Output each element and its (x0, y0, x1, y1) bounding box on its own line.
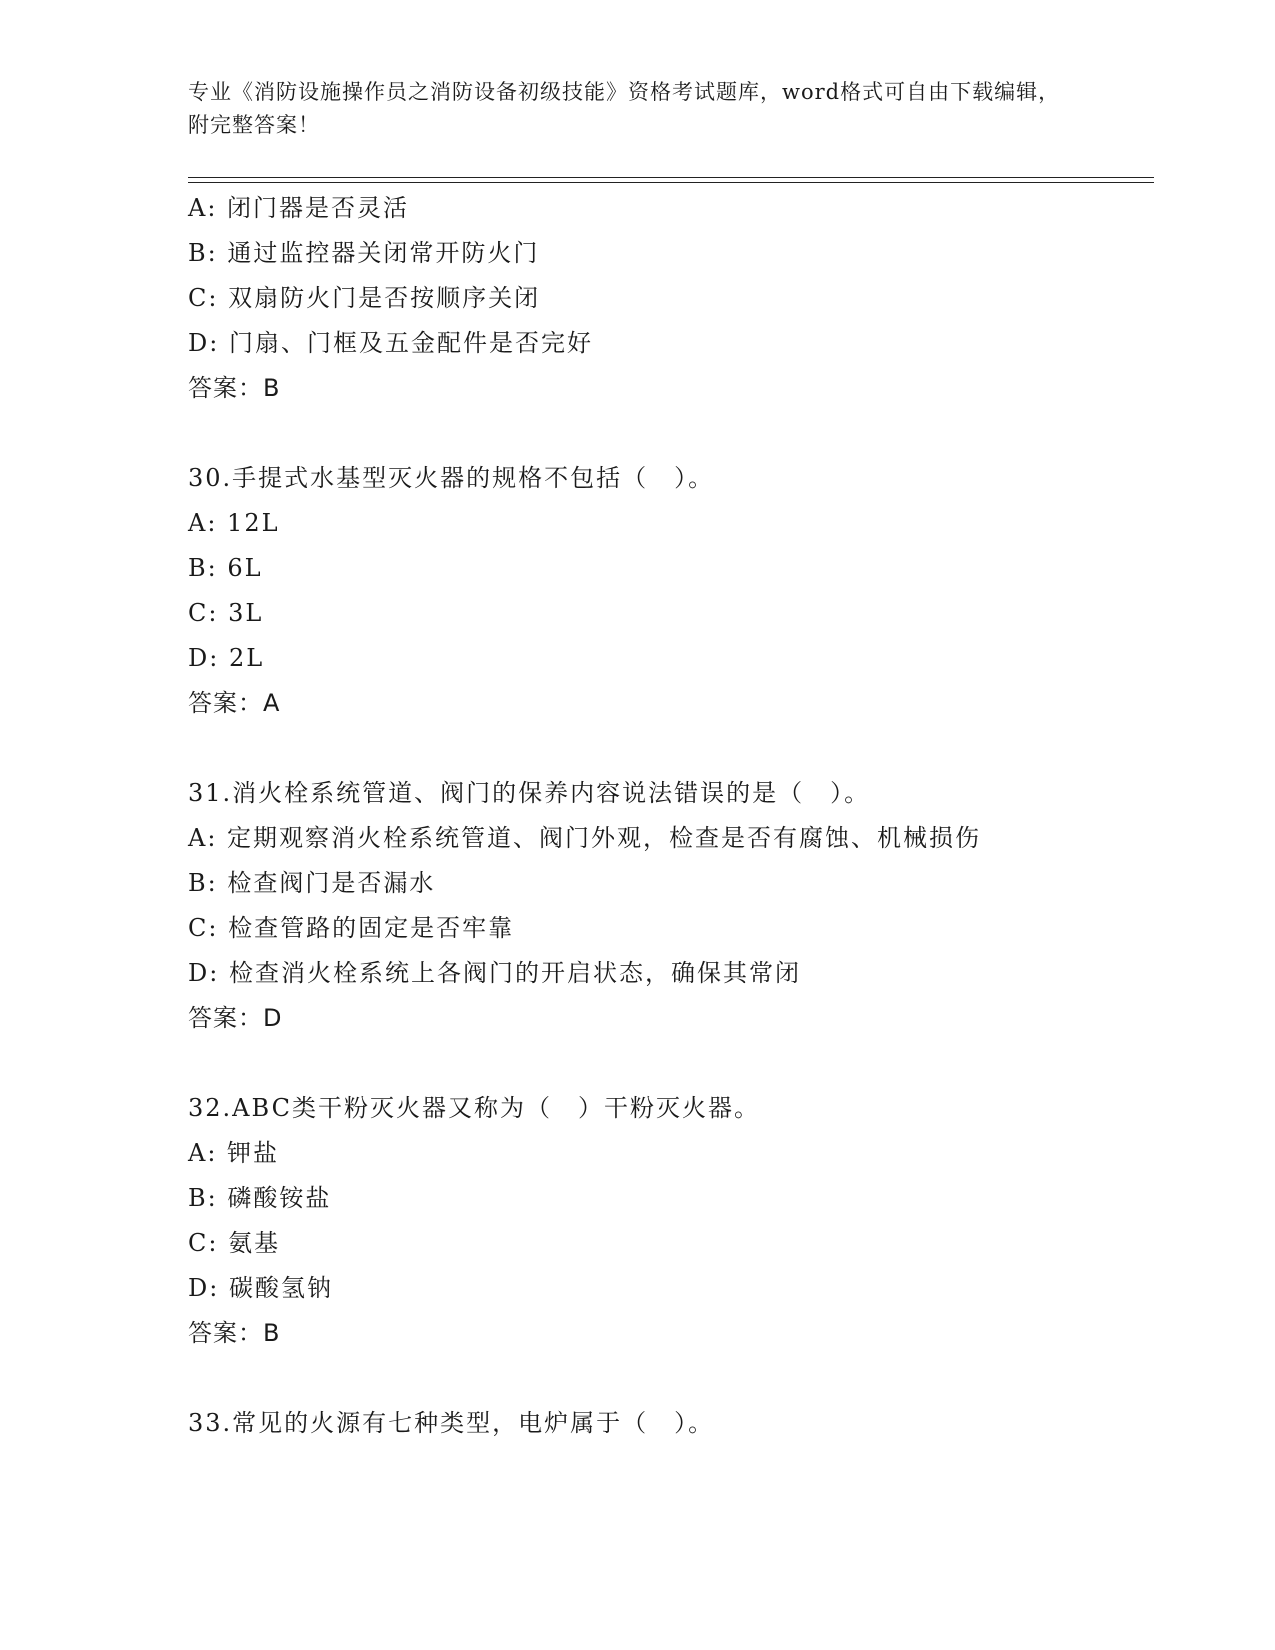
question-33: 33.常见的火源有七种类型，电炉属于（ ）。 (188, 1409, 715, 1437)
option-d: D: 碳酸氢钠 (188, 1274, 333, 1302)
option-c: C: 检查管路的固定是否牢靠 (188, 914, 515, 942)
option-b: B: 6L (188, 554, 263, 582)
answer: 答案：B (188, 1319, 281, 1347)
answer: 答案：B (188, 374, 281, 402)
option-b: B: 检查阀门是否漏水 (188, 869, 436, 897)
document-header: 专业《消防设施操作员之消防设备初级技能》资格考试题库，word格式可自由下载编辑，附完整答案！ (188, 80, 1061, 137)
answer: 答案：A (188, 689, 281, 717)
option-a: A: 12L (188, 509, 280, 537)
question-31: 31.消火栓系统管道、阀门的保养内容说法错误的是（ ）。 (188, 779, 871, 807)
answer: 答案：D (188, 1004, 283, 1032)
question-32: 32.ABC类干粉灭火器又称为（ ）干粉灭火器。 (188, 1094, 760, 1122)
option-b: B: 磷酸铵盐 (188, 1184, 332, 1212)
option-c: C: 3L (188, 599, 264, 627)
option-d: D: 检查消火栓系统上各阀门的开启状态，确保其常闭 (188, 959, 801, 987)
option-d: D: 门扇、门框及五金配件是否完好 (188, 329, 593, 357)
option-d: D: 2L (188, 644, 265, 672)
option-c: C: 双扇防火门是否按顺序关闭 (188, 284, 541, 312)
option-b: B: 通过监控器关闭常开防火门 (188, 239, 540, 267)
header-divider-top (188, 177, 1154, 178)
option-a: A: 钾盐 (188, 1139, 280, 1167)
question-30: 30.手提式水基型灭火器的规格不包括（ ）。 (188, 464, 715, 492)
option-c: C: 氨基 (188, 1229, 281, 1257)
option-a: A: 定期观察消火栓系统管道、阀门外观，检查是否有腐蚀、机械损伤 (188, 824, 982, 852)
header-divider-bottom (188, 182, 1154, 183)
option-a: A: 闭门器是否灵活 (188, 194, 410, 222)
